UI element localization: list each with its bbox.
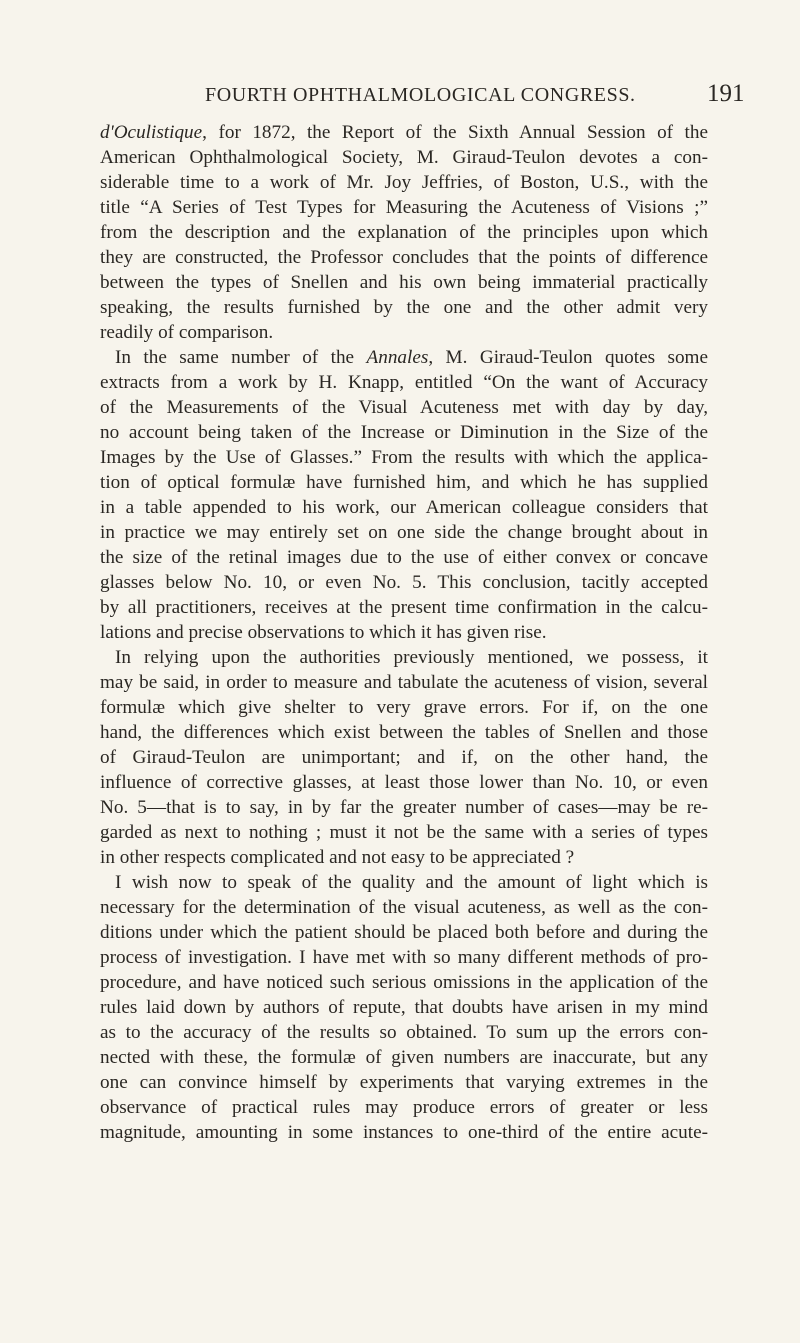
text-line <box>100 820 708 845</box>
text-line <box>100 120 708 145</box>
text-run: I wish now to speak of the quality and the amount of light which is <box>115 872 708 893</box>
text-run: In relying upon the authorities previously mentioned, we possess, it <box>115 647 708 668</box>
text-run: in practice we may entirely set on one side the change brought about in <box>100 522 708 543</box>
text-run: necessary for the determination of the visual acuteness, as well as the con- <box>100 897 708 918</box>
text-line <box>100 1095 708 1120</box>
text-line <box>100 270 708 295</box>
text-line <box>100 845 708 870</box>
text-run: garded as next to nothing ; must it not be the same with a series of types <box>100 822 708 843</box>
italic-run: Annales <box>366 347 429 368</box>
text-line <box>100 795 708 820</box>
text-run: one can convince himself by experiments that varying extremes in the <box>100 1072 708 1093</box>
text-line <box>100 470 708 495</box>
text-line <box>100 620 708 645</box>
page-number: 191 <box>707 80 745 107</box>
text-line <box>100 1045 708 1070</box>
text-run: in other respects complicated and not easy to be appreciated ? <box>100 847 575 868</box>
text-run: as to the accuracy of the results so obtained. To sum up the errors con- <box>100 1022 708 1043</box>
text-line <box>100 995 708 1020</box>
text-line <box>100 220 708 245</box>
text-run: lations and precise observations to which it has given rise. <box>100 622 547 643</box>
text-run: the size of the retinal images due to the use of either convex or concave <box>100 547 708 568</box>
text-run: of Giraud-Teulon are unimportant; and if, on the other hand, the <box>100 747 708 768</box>
text-line <box>100 970 708 995</box>
text-run: between the types of Snellen and his own being immaterial practically <box>100 272 708 293</box>
text-run: Images by the Use of Glasses.” From the results with which the applica- <box>100 447 708 468</box>
text-line <box>100 395 708 420</box>
text-run: tion of optical formulæ have furnished him, and which he has supplied <box>100 472 708 493</box>
text-line <box>100 520 708 545</box>
text-line <box>100 745 708 770</box>
text-line <box>100 370 708 395</box>
text-line <box>115 345 708 370</box>
text-line <box>100 495 708 520</box>
italic-run: d'Oculistique <box>100 122 203 143</box>
text-run: American Ophthalmological Society, M. Giraud-Teulon devotes a con- <box>100 147 708 168</box>
text-line <box>100 570 708 595</box>
text-line <box>100 170 708 195</box>
text-line <box>100 695 708 720</box>
running-head: FOURTH OPHTHALMOLOGICAL CONGRESS. <box>205 84 636 106</box>
text-run: of the Measurements of the Visual Acuteness met with day by day, <box>100 397 708 418</box>
text-run: siderable time to a work of Mr. Joy Jeffries, of Boston, U.S., with the <box>100 172 708 193</box>
text-line <box>115 870 708 895</box>
text-run: glasses below No. 10, or even No. 5. This conclusion, tacitly accepted <box>100 572 708 593</box>
text-run: hand, the differences which exist between the tables of Snellen and those <box>100 722 708 743</box>
text-line <box>100 145 708 170</box>
text-run: readily of comparison. <box>100 322 274 343</box>
text-line <box>100 1120 708 1145</box>
text-line <box>100 595 708 620</box>
text-line <box>100 945 708 970</box>
text-run: , M. Giraud-Teulon quotes some <box>428 347 708 368</box>
text-run: they are constructed, the Professor concludes that the points of difference <box>100 247 708 268</box>
text-line <box>100 920 708 945</box>
text-run: magnitude, amounting in some instances to one-third of the entire acute- <box>100 1122 708 1143</box>
text-run: formulæ which give shelter to very grave errors. For if, on the one <box>100 697 708 718</box>
text-run: rules laid down by authors of repute, that doubts have arisen in my mind <box>100 997 708 1018</box>
text-run: ditions under which the patient should be placed both before and during the <box>100 922 708 943</box>
text-line <box>115 645 708 670</box>
text-line <box>100 295 708 320</box>
text-run: by all practitioners, receives at the present time confirmation in the calcu- <box>100 597 708 618</box>
text-run: , for 1872, the Report of the Sixth Annual Session of the <box>202 122 708 143</box>
text-run: no account being taken of the Increase or Diminution in the Size of the <box>100 422 708 443</box>
text-line <box>100 420 708 445</box>
text-line <box>100 545 708 570</box>
text-run: title “A Series of Test Types for Measuring the Acuteness of Visions ;” <box>100 197 708 218</box>
text-run: may be said, in order to measure and tabulate the acuteness of vision, several <box>100 672 708 693</box>
text-line <box>100 445 708 470</box>
text-line <box>100 770 708 795</box>
text-run: speaking, the results furnished by the one and the other admit very <box>100 297 708 318</box>
text-line <box>100 1070 708 1095</box>
text-line <box>100 245 708 270</box>
text-run: nected with these, the formulæ of given numbers are inaccurate, but any <box>100 1047 708 1068</box>
text-run: process of investigation. I have met with so many different methods of pro- <box>100 947 708 968</box>
text-run: influence of corrective glasses, at least those lower than No. 10, or even <box>100 772 708 793</box>
text-line <box>100 720 708 745</box>
text-line <box>100 195 708 220</box>
text-line <box>100 320 708 345</box>
text-line <box>100 895 708 920</box>
text-run: No. 5—that is to say, in by far the greater number of cases—may be re- <box>100 797 708 818</box>
text-run: observance of practical rules may produce errors of greater or less <box>100 1097 708 1118</box>
text-run: procedure, and have noticed such serious omissions in the application of the <box>100 972 708 993</box>
text-run: In the same number of the <box>115 347 367 368</box>
text-run: in a table appended to his work, our American colleague considers that <box>100 497 708 518</box>
text-line <box>100 1020 708 1045</box>
text-run: extracts from a work by H. Knapp, entitled “On the want of Accuracy <box>100 372 708 393</box>
text-run: from the description and the explanation of the principles upon which <box>100 222 708 243</box>
text-line <box>100 670 708 695</box>
